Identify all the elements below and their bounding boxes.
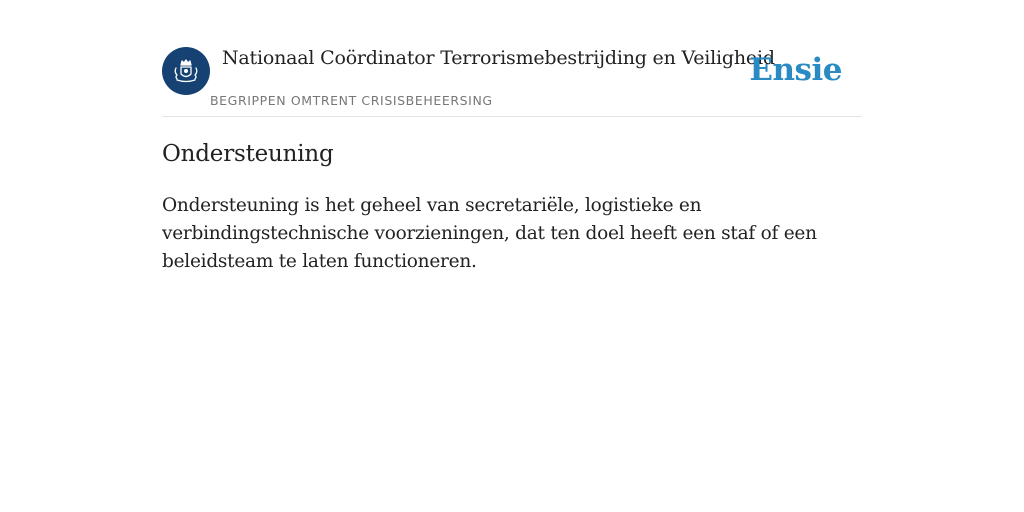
organization-name[interactable]: Nationaal Coördinator Terrorismebestrijding en Veiligheid [222,47,775,69]
category-label[interactable]: BEGRIPPEN OMTRENT CRISISBEHEERSING [210,93,493,108]
royal-coat-of-arms-icon [171,56,201,86]
page-content [162,0,862,512]
term-title: Ondersteuning [162,141,334,167]
term-definition: Ondersteuning is het geheel van secretariële, logistieke en verbindingstechnische voorzieningen, dat ten doel heeft een staf of een beleidsteam te laten functioneren. [162,195,817,272]
page-header [162,0,862,117]
ensie-logo[interactable]: Ensie [749,52,842,88]
organization-logo[interactable] [162,47,210,95]
